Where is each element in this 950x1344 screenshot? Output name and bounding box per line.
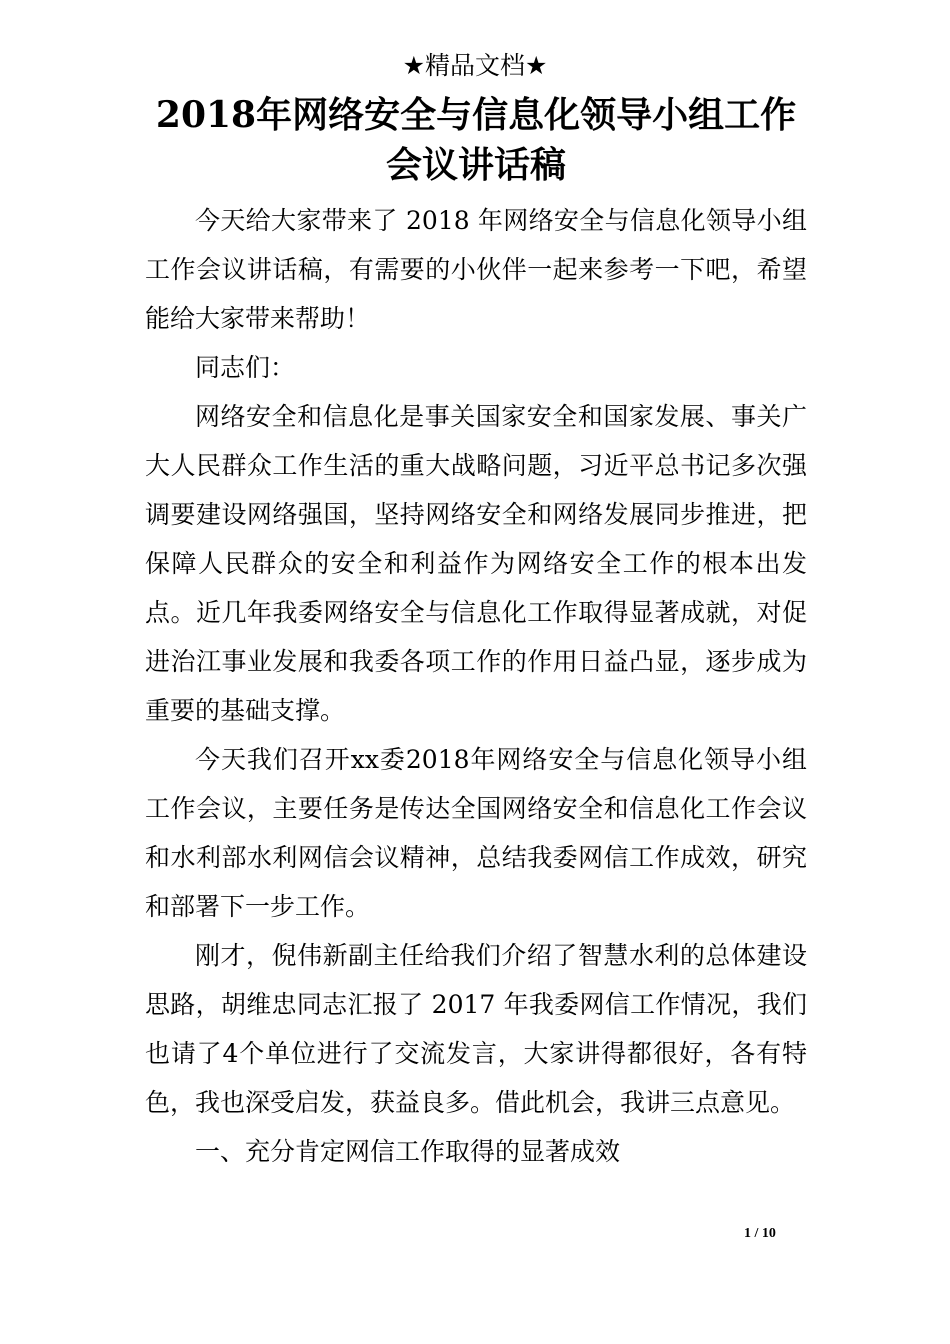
document-title: 2018年网络安全与信息化领导小组工作会议讲话稿 [155, 94, 797, 186]
paragraph-salutation: 同志们： [195, 353, 296, 382]
paragraph-background: 网络安全和信息化是事关国家安全和国家发展、事关广大人民群众工作生活的重大战略问题，习近平总书记多次强调要建设网络强国，坚持网络安全和网络发展同步推进，把保障人民群众的安全和利益作为网络安全工作的根本出发点。近几年我委网络安全与信息化工作取得显著成就，对促进治江事业发展和我委各项工作的作用日益凸显，逐步成为重要的基础支撑。 [145, 402, 807, 725]
section-heading-1: 一、充分肯定网信工作取得的显著成效 [195, 1137, 621, 1166]
paragraph-intro: 今天给大家带来了 2018 年网络安全与信息化领导小组工作会议讲话稿，有需要的小伙伴一起来参考一下吧，希望能给大家带来帮助！ [145, 206, 807, 333]
document-body [145, 196, 807, 1176]
page-number: 1 / 10 [744, 1226, 776, 1241]
paragraph-review: 刚才，倪伟新副主任给我们介绍了智慧水利的总体建设思路，胡维忠同志汇报了 2017 年我委网信工作情况，我们也请了4个单位进行了交流发言，大家讲得都很好，各有特色，我也深受启发，获益良多。借此机会，我讲三点意见。 [145, 941, 807, 1117]
header-mark: ★精品文档★ [402, 51, 548, 80]
paragraph-meeting-purpose: 今天我们召开xx委2018年网络安全与信息化领导小组工作会议，主要任务是传达全国网络安全和信息化工作会议和水利部水利网信会议精神，总结我委网信工作成效，研究和部署下一步工作。 [145, 745, 807, 921]
